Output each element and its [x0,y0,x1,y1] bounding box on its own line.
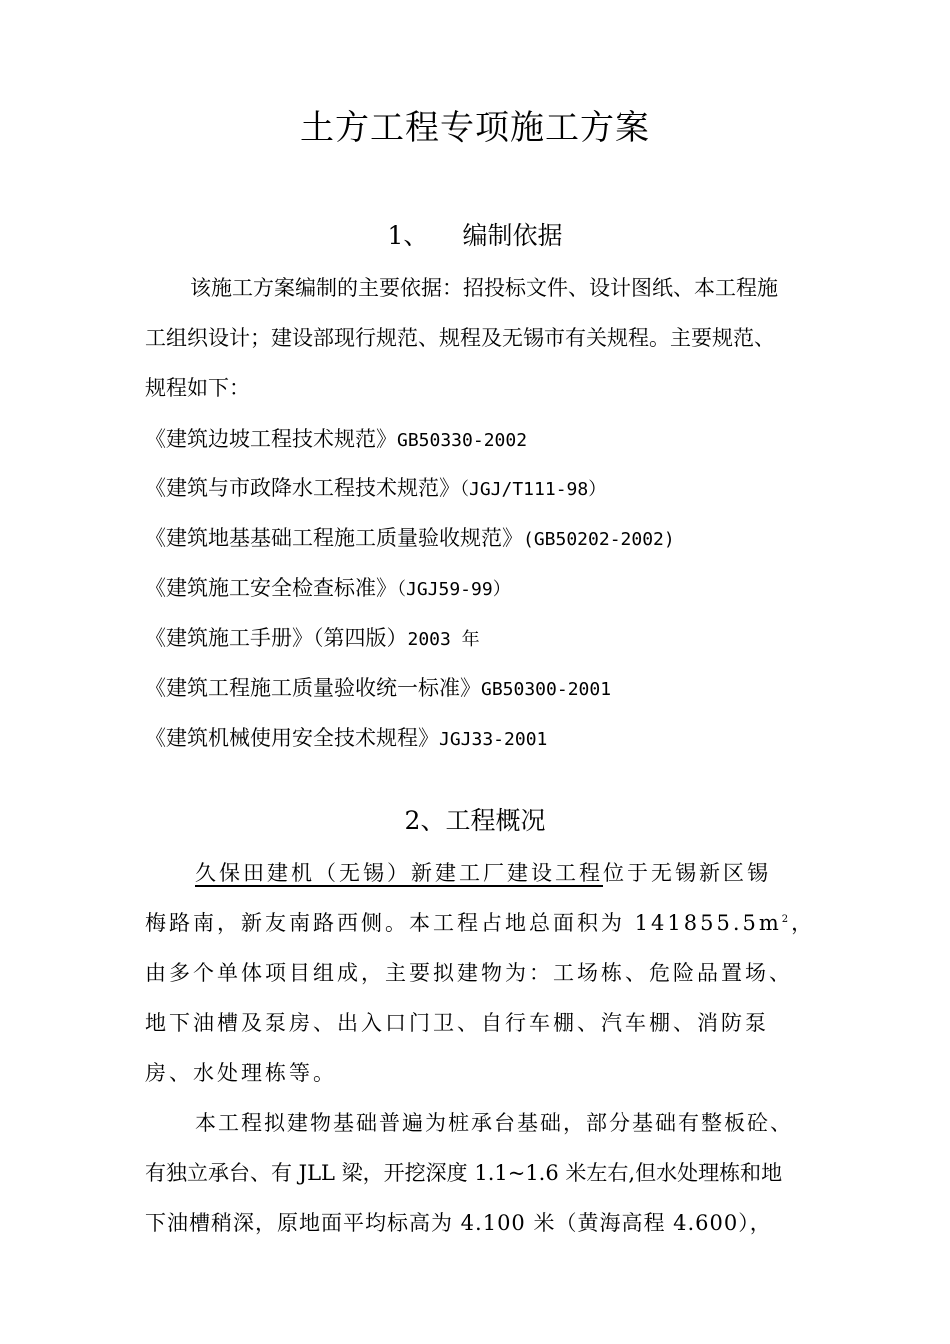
section-2-heading: 2、工程概况 [404,806,546,835]
section-1-number: 1、 [387,221,429,250]
para-line: 下油槽稍深，原地面平均标高为 4.100 米（黄海高程 4.600）， [145,1211,772,1235]
reference-name: 《建筑与市政降水工程技术规范》 [145,476,460,500]
para-text: 位于无锡新区锡 [603,861,771,885]
reference-name: 《建筑施工手册》（第四版） [145,626,408,650]
reference-name: 《建筑工程施工质量验收统一标准》 [145,676,481,700]
para-line: 规程如下： [145,376,250,400]
reference-code: 2003 年 [407,629,480,650]
reference-name: 《建筑地基基础工程施工质量验收规范》 [145,526,523,550]
document-title: 土方工程专项施工方案 [300,108,650,148]
para-line: 房、水处理栋等。 [145,1061,337,1085]
reference-name: 《建筑边坡工程技术规范》 [145,427,397,451]
superscript: 2 [781,914,792,925]
reference-item [145,622,480,652]
para-line: 有独立承台、有 JLL 梁，开挖深度 1.1~1.6 米左右,但水处理栋和地 [145,1161,783,1185]
reference-code: GB50300-2001 [481,679,612,700]
reference-item [145,572,511,602]
para-text: ， [791,911,816,935]
reference-code: GB50330-2002 [397,430,528,451]
para-text: 梅路南，新友南路西侧。本工程占地总面积为 141855.5m [145,911,782,935]
para-line: 工组织设计；建设部现行规范、规程及无锡市有关规程。主要规范、 [145,326,775,350]
para-line: 本工程拟建物基础普遍为桩承台基础，部分基础有整板砼、 [195,1111,793,1135]
para-line [145,907,815,937]
reference-code: (GB50202-2002) [523,529,675,550]
reference-code: JGJ33-2001 [439,729,548,750]
para-line: 由多个单体项目组成，主要拟建物为：工场栋、危险品置场、 [145,961,793,985]
reference-item [145,722,547,752]
reference-item [145,672,611,702]
para-line [195,857,771,887]
reference-name: 《建筑施工安全检查标准》 [145,576,397,600]
section-1-heading [0,216,950,252]
para-line: 地下油槽及泵房、出入口门卫、自行车棚、汽车棚、消防泵 [145,1011,769,1035]
reference-item [145,522,675,552]
reference-item [145,423,527,453]
reference-code: （JGJ/T111-98） [460,479,607,500]
reference-code: （JGJ59-99） [397,579,511,600]
reference-name: 《建筑机械使用安全技术规程》 [145,726,439,750]
reference-item [145,472,606,502]
section-1-title: 编制依据 [462,221,563,250]
project-name: 久保田建机（无锡）新建工厂建设工程 [195,861,603,885]
para-line: 该施工方案编制的主要依据：招投标文件、设计图纸、本工程施 [190,276,778,300]
